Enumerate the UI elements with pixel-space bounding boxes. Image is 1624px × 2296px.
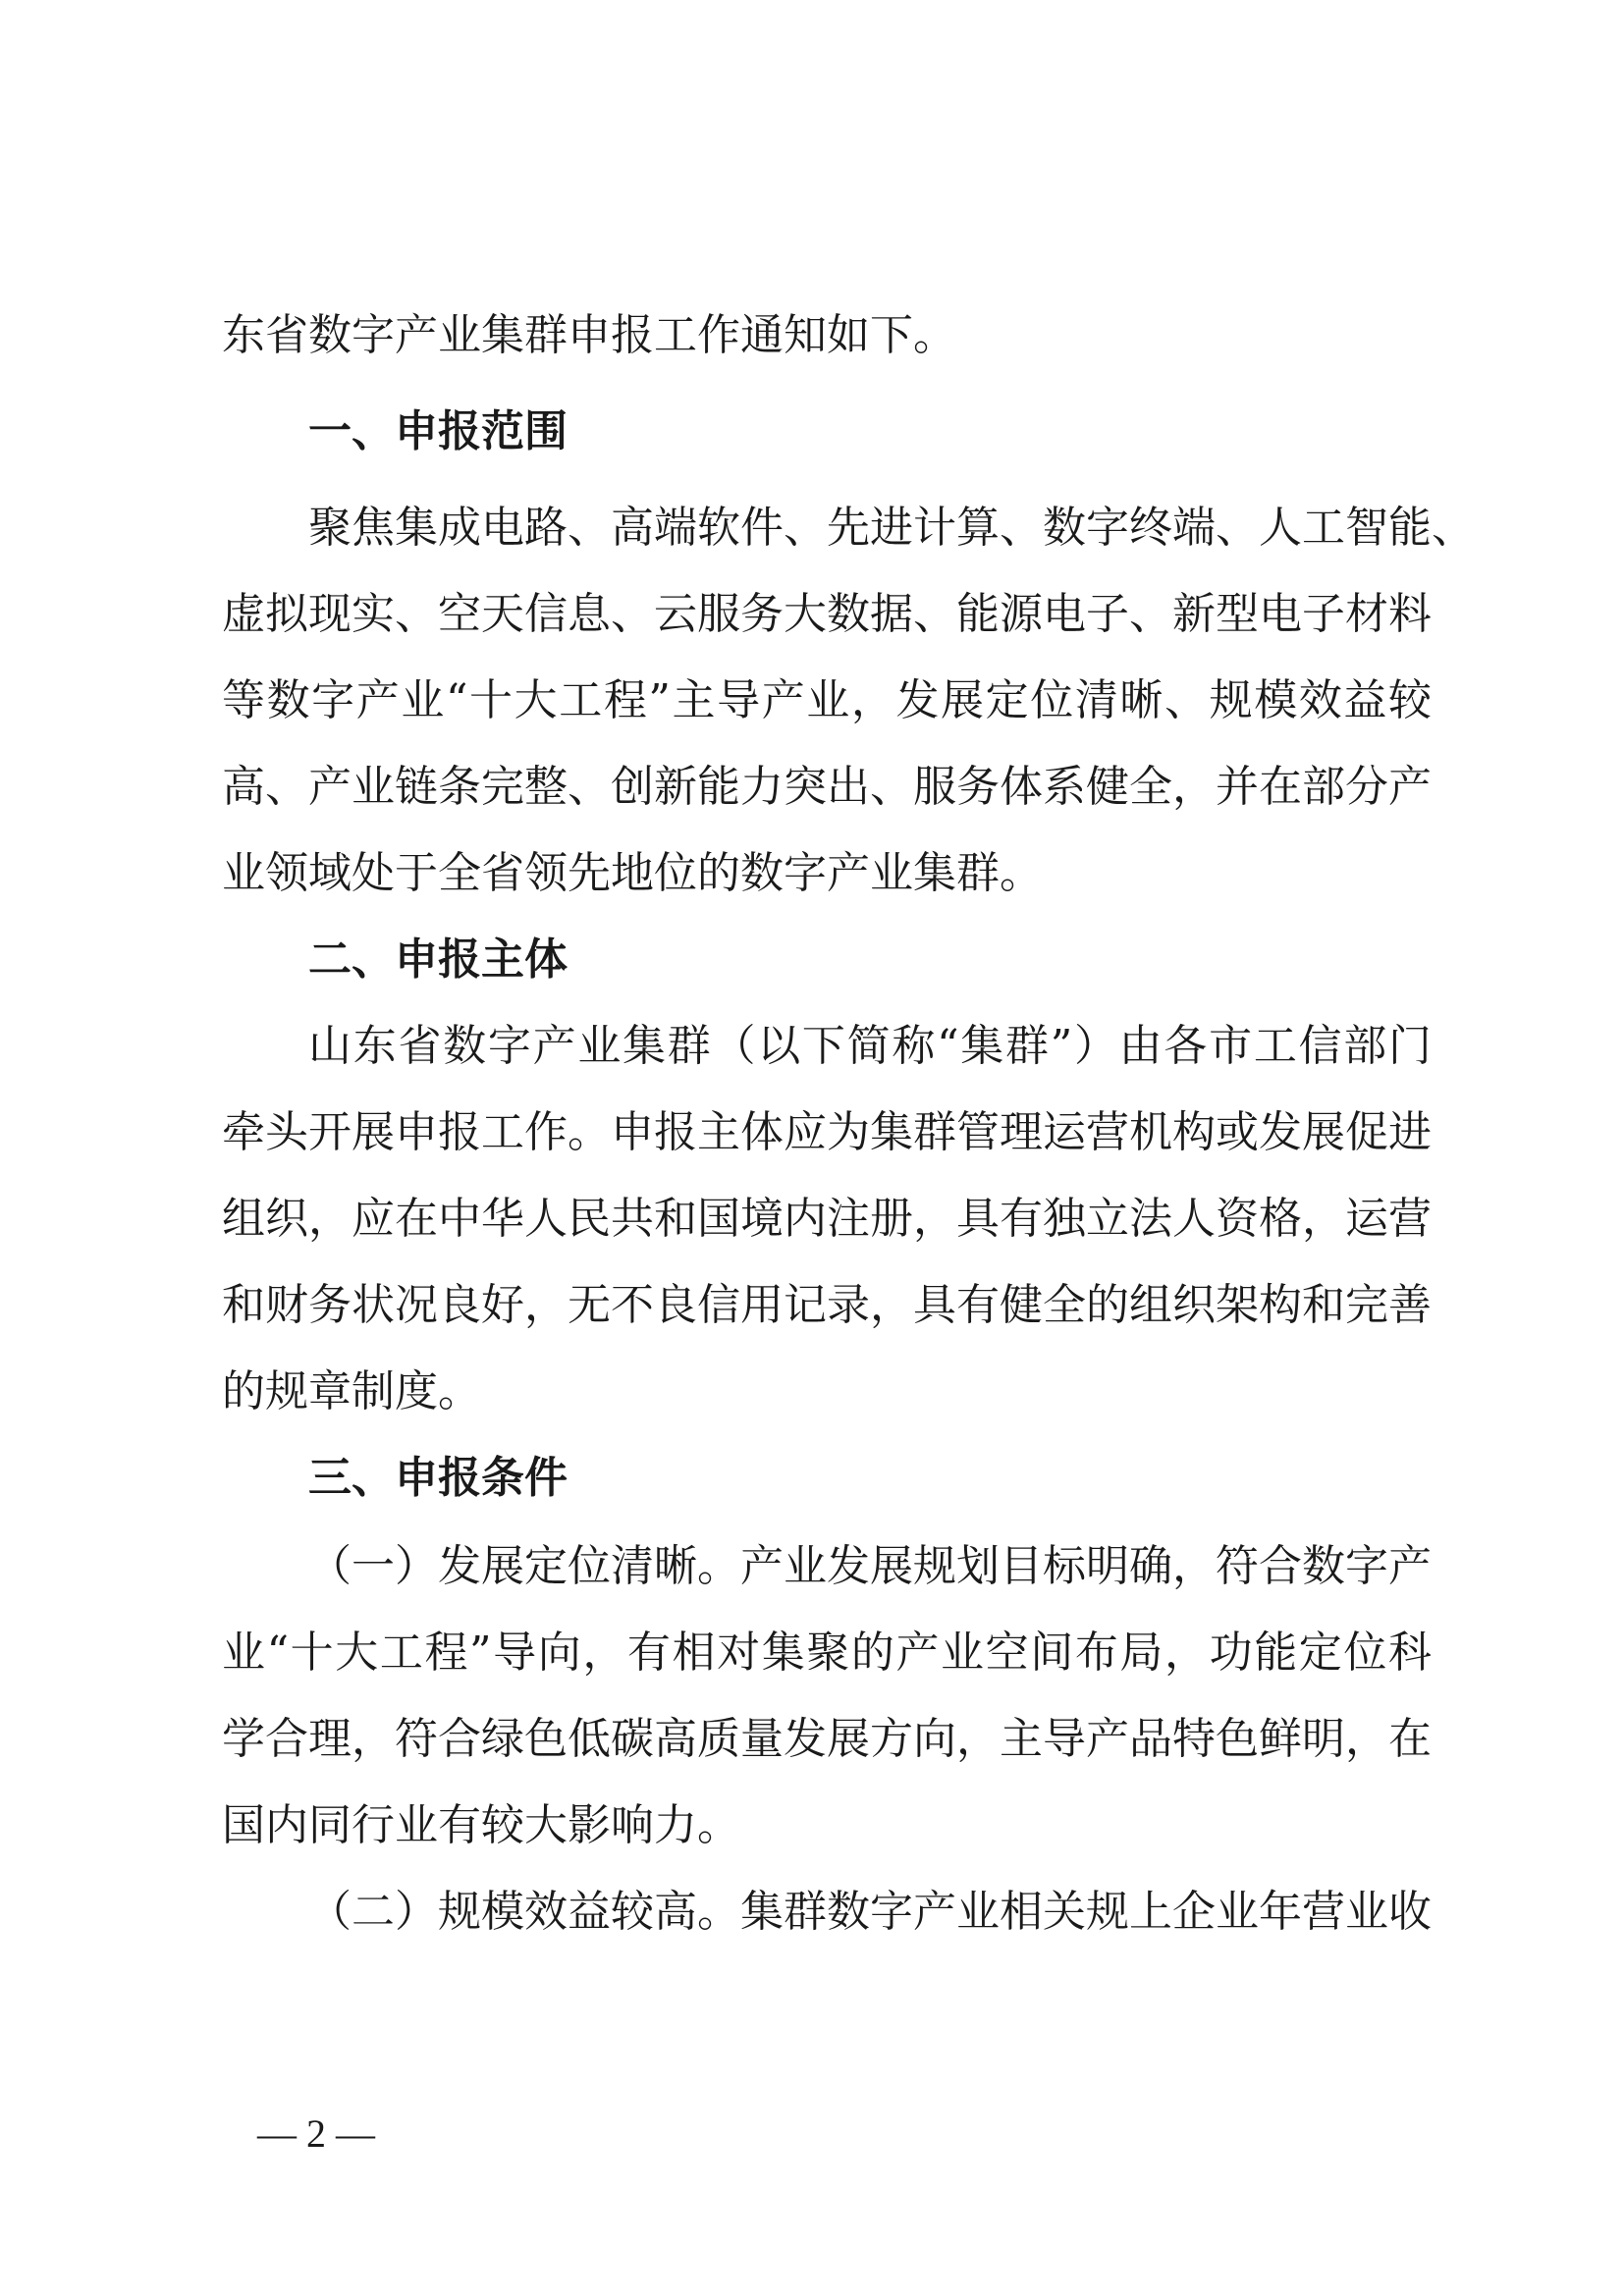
body-line: 学合理，符合绿色低碳高质量发展方向，主导产品特色鲜明，在 <box>222 1714 1432 1764</box>
body-line: 等数字产业“十大工程”主导产业，发展定位清晰、规模效益较 <box>222 675 1432 725</box>
body-line: 业领域处于全省领先地位的数字产业集群。 <box>222 848 1043 898</box>
body-line: （二）规模效益较高。集群数字产业相关规上企业年营业收 <box>308 1887 1432 1937</box>
body-line: 高、产业链条完整、创新能力突出、服务体系健全，并在部分产 <box>222 762 1432 812</box>
body-line: 的规章制度。 <box>222 1366 481 1416</box>
section-heading: 一、申报范围 <box>308 406 568 456</box>
body-line: 山东省数字产业集群（以下简称“集群”）由各市工信部门 <box>308 1021 1432 1071</box>
body-line: 国内同行业有较大影响力。 <box>222 1800 740 1850</box>
section-heading: 二、申报主体 <box>308 934 568 985</box>
section-heading: 三、申报条件 <box>308 1453 568 1503</box>
body-line: 业“十大工程”导向，有相对集聚的产业空间布局，功能定位科 <box>222 1628 1432 1678</box>
page-number: — 2 — <box>257 2111 375 2156</box>
body-line: 和财务状况良好，无不良信用记录，具有健全的组织架构和完善 <box>222 1280 1432 1330</box>
body-line: 牵头开展申报工作。申报主体应为集群管理运营机构或发展促进 <box>222 1107 1432 1157</box>
body-line: 组织，应在中华人民共和国境内注册，具有独立法人资格，运营 <box>222 1194 1432 1244</box>
body-line: 东省数字产业集群申报工作通知如下。 <box>222 310 956 360</box>
body-line: 虚拟现实、空天信息、云服务大数据、能源电子、新型电子材料 <box>222 589 1432 639</box>
body-line: （一）发展定位清晰。产业发展规划目标明确，符合数字产 <box>308 1541 1432 1591</box>
body-line: 聚焦集成电路、高端软件、先进计算、数字终端、人工智能、 <box>308 503 1475 553</box>
